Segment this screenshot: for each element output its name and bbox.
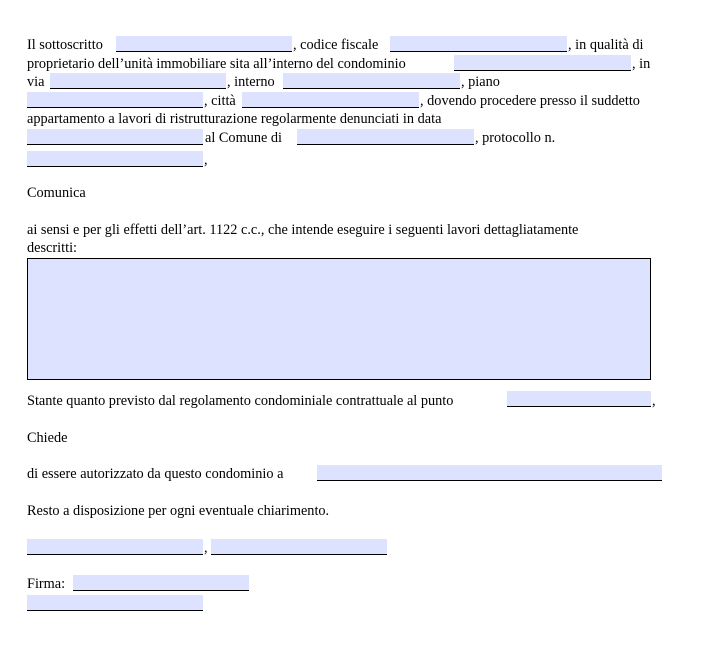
protocollo-field[interactable]	[27, 151, 203, 167]
text-sottoscritto: Il sottoscritto	[27, 37, 103, 53]
text-protocollo: , protocollo n.	[475, 130, 556, 146]
luogo-field[interactable]	[27, 539, 203, 555]
text-firma: Firma:	[27, 576, 66, 592]
nome-field[interactable]	[116, 36, 292, 52]
comune-field[interactable]	[297, 129, 474, 145]
text-interno: , interno	[227, 74, 275, 90]
text-autorizzato: di essere autorizzato da questo condominio a	[27, 466, 284, 482]
text-comma: ,	[204, 152, 208, 168]
citta-field[interactable]	[242, 92, 419, 108]
interno-field[interactable]	[283, 73, 460, 89]
data-field[interactable]	[211, 539, 387, 555]
firma-field-2[interactable]	[27, 595, 203, 611]
text-date-comma: ,	[204, 540, 208, 556]
via-field[interactable]	[50, 73, 226, 89]
text-comune: al Comune di	[205, 130, 283, 146]
text-descritti: descritti:	[27, 240, 78, 256]
text-dovendo: , dovendo procedere presso il suddetto	[420, 93, 640, 109]
lavori-textarea[interactable]	[27, 258, 651, 380]
text-piano: , piano	[461, 74, 500, 90]
text-ai-sensi: ai sensi e per gli effetti dell’art. 1122 c.c., che intende eseguire i seguenti lavori dettagliatamente	[27, 222, 579, 238]
punto-field[interactable]	[507, 391, 651, 407]
firma-field[interactable]	[73, 575, 249, 591]
text-resto: Resto a disposizione per ogni eventuale chiarimento.	[27, 503, 330, 519]
data-denuncia-field[interactable]	[27, 129, 203, 145]
text-proprietario: proprietario dell’unità immobiliare sita all’interno del condominio	[27, 56, 406, 72]
text-qualita: , in qualità di	[568, 37, 644, 53]
text-appartamento: appartamento a lavori di ristrutturazione regolarmente denunciati in data	[27, 111, 442, 127]
text-in: , in	[632, 56, 651, 72]
text-via: via	[27, 74, 45, 90]
text-stante-comma: ,	[652, 393, 656, 409]
piano-field[interactable]	[27, 92, 203, 108]
text-citta: , città	[204, 93, 236, 109]
autorizzazione-field[interactable]	[317, 465, 662, 481]
text-codice-fiscale: , codice fiscale	[293, 37, 379, 53]
text-stante: Stante quanto previsto dal regolamento condominiale contrattuale al punto	[27, 393, 454, 409]
heading-chiede: Chiede	[27, 430, 68, 446]
codice-fiscale-field[interactable]	[390, 36, 567, 52]
condominio-field[interactable]	[454, 55, 631, 71]
heading-comunica: Comunica	[27, 185, 86, 201]
